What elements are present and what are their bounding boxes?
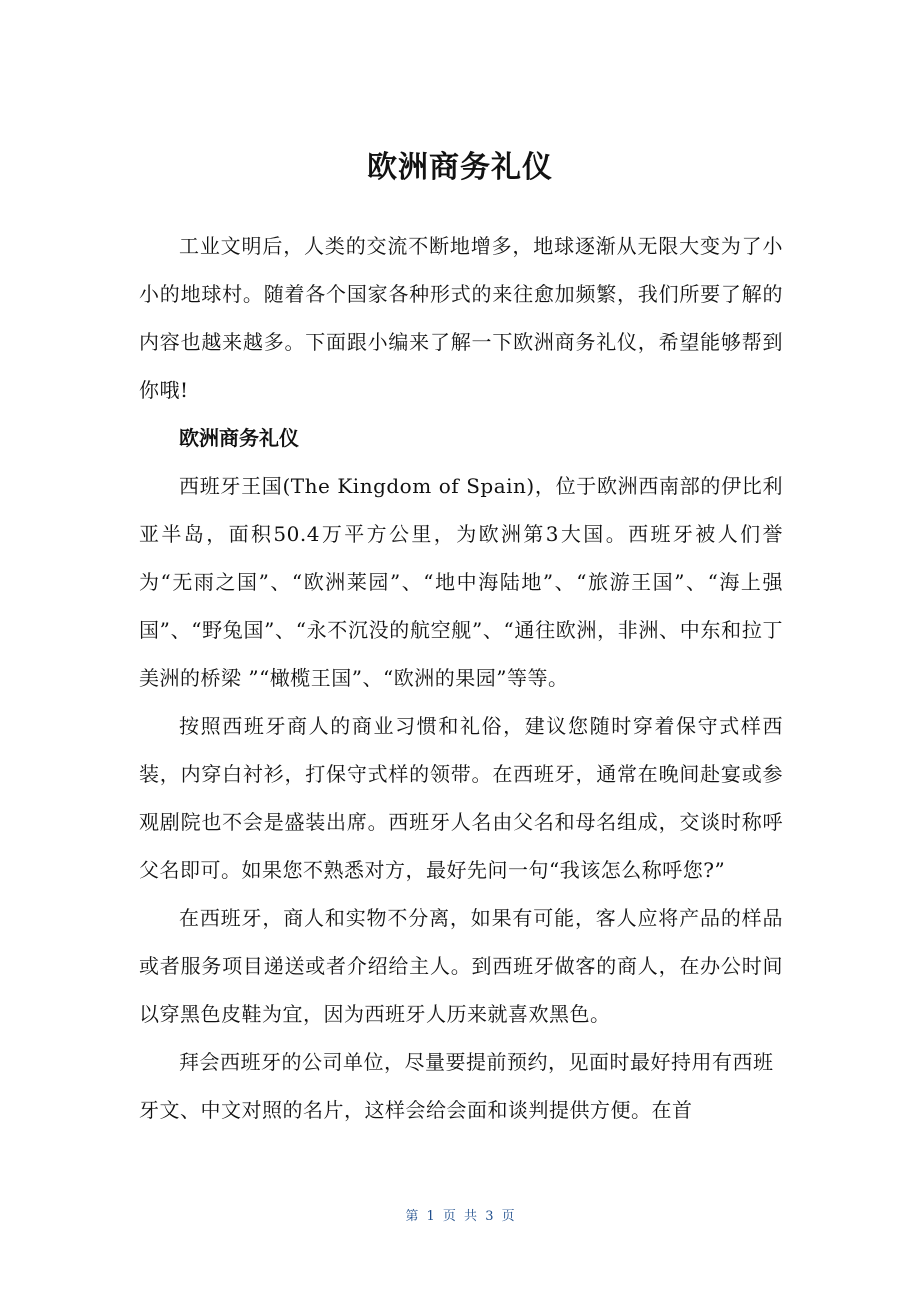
body-paragraph: 西班牙王国(The Kingdom of Spain)，位于欧洲西南部的伊比利亚半岛，面积50.4万平方公里，为欧洲第3大国。西班牙被人们誉为“无雨之国”、“欧洲莱园”、“地中海陆地”、“旅游王国”、“海上强国”、“野兔国”、“永不沉没的航空舰”、“通往欧洲，非洲、中东和拉丁美洲的桥梁 ”“橄榄王国”、“欧洲的果园”等等。 — [139, 474, 783, 690]
body-paragraph: 在西班牙，商人和实物不分离，如果有可能，客人应将产品的样品或者服务项目递送或者介绍给主人。到西班牙做客的商人，在办公时间以穿黑色皮鞋为宜，因为西班牙人历来就喜欢黑色。 — [139, 906, 783, 1026]
page-number-footer: 第 1 页 共 3 页 — [405, 1209, 515, 1224]
document-body — [139, 222, 783, 1134]
section-heading: 欧洲商务礼仪 — [179, 426, 299, 450]
body-paragraph: 拜会西班牙的公司单位，尽量要提前预约，见面时最好持用有西班牙文、中文对照的名片，这样会给会面和谈判提供方便。在首 — [139, 1050, 774, 1122]
body-paragraph: 按照西班牙商人的商业习惯和礼俗，建议您随时穿着保守式样西装，内穿白衬衫，打保守式样的领带。在西班牙，通常在晚间赴宴或参观剧院也不会是盛装出席。西班牙人名由父名和母名组成，交谈时称呼父名即可。如果您不熟悉对方，最好先问一句“我该怎么称呼您?” — [139, 714, 783, 882]
document-title: 欧洲商务礼仪 — [367, 150, 553, 185]
intro-paragraph: 工业文明后，人类的交流不断地增多，地球逐渐从无限大变为了小小的地球村。随着各个国家各种形式的来往愈加频繁，我们所要了解的内容也越来越多。下面跟小编来了解一下欧洲商务礼仪，希望能够帮到你哦! — [139, 234, 783, 402]
